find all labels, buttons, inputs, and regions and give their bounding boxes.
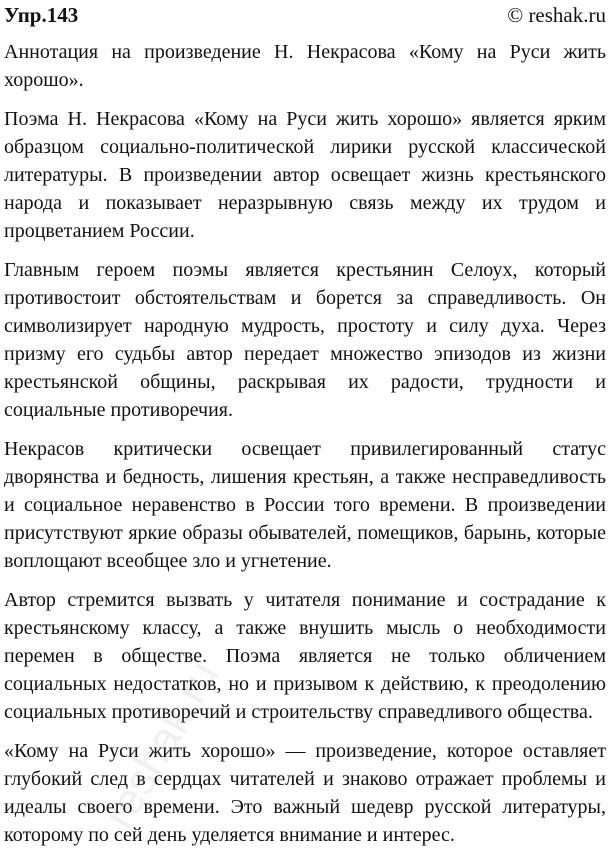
paragraph-heading: Аннотация на произведение Н. Некрасова «Кому на Руси жить хорошо». — [4, 41, 606, 91]
paragraph: Автор стремится вызвать у читателя понимание и сострадание к крестьянскому классу, а также внушить мысль о необходимости перемен в обществе. Поэма является не только обличением социальных недостатков, но и призывом к действию, к преодолению социальных противоречий и строительству справедливого общества. — [4, 589, 606, 723]
copyright-notice: © reshak.ru — [507, 2, 606, 27]
paragraph: Некрасов критически освещает привилегированный статус дворянства и бедность, лишения крестьян, а также несправедливость и социальное неравенство в России того времени. В произведении присутствуют яркие образы обывателей, помещиков, барынь, которые воплощают всеобщее зло и угнетение. — [4, 438, 606, 572]
paragraph: «Кому на Руси жить хорошо» — произведение, которое оставляет глубокий след в сердцах читателей и знаково отражает проблемы и идеалы своего времени. Это важный шедевр русской литературы, которому по сей день уделяется внимание и интерес. — [4, 740, 606, 846]
paragraph: Главным героем поэмы является крестьянин Селоух, который противостоит обстоятельствам и борется за справедливость. Он символизирует народную мудрость, простоту и силу духа. Через призму его судьбы автор передает множество эпизодов из жизни крестьянской общины, раскрывая их радости, трудности и социальные противоречия. — [4, 259, 606, 421]
page-header — [4, 0, 606, 30]
watermark: reshak.ru — [94, 653, 229, 837]
document-body — [4, 38, 606, 860]
exercise-title: Упр.143 — [4, 2, 79, 27]
paragraph: Поэма Н. Некрасова «Кому на Руси жить хорошо» является ярким образцом социально-политической лирики русской классической литературы. В произведении автор освещает жизнь крестьянского народа и показывает неразрывную связь между их трудом и процветанием России. — [4, 108, 606, 242]
